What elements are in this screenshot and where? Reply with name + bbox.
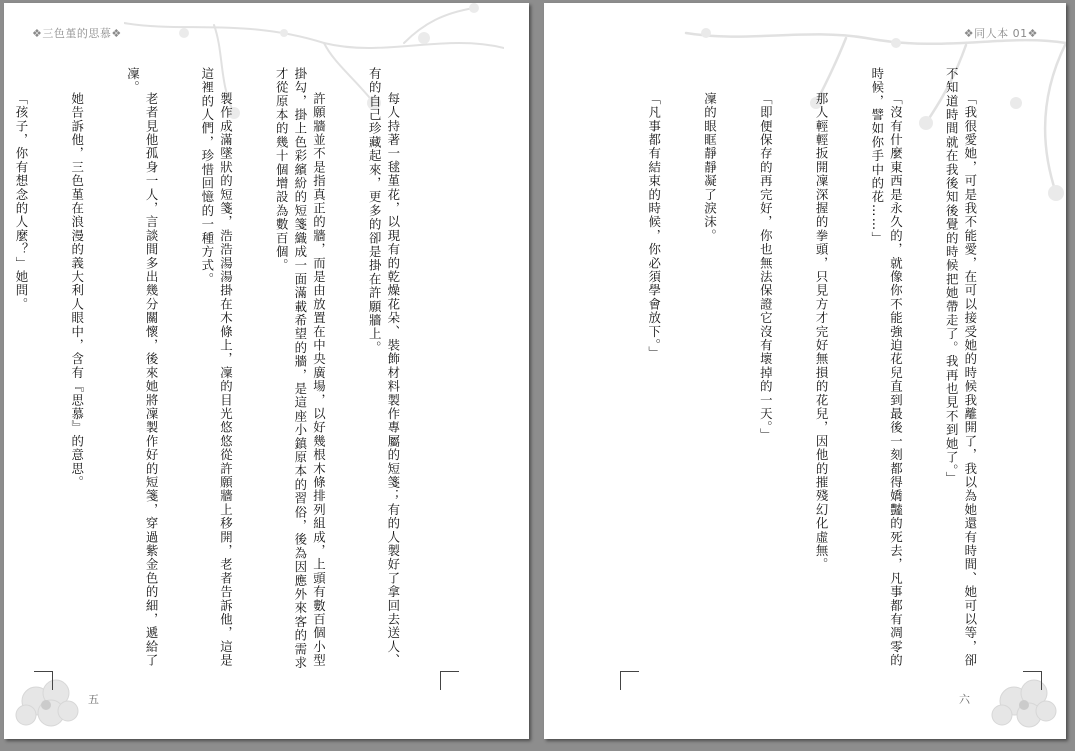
crop-mark <box>440 671 459 690</box>
crop-mark <box>34 671 53 690</box>
body-text <box>13 67 439 677</box>
paragraph: 每人持著一毬堇花，以現有的乾燥花朵、裝飾材料製作專屬的短箋；有的人製好了拿回去送人、有的自己珍藏起來，更多的卻是掛在許願牆上。 <box>367 67 401 668</box>
paragraph: 許願牆並不是指真正的牆，而是由放置在中央廣場，以好幾根木條排列組成，上頭有數百個小型掛勾，掛上色彩繽紛的短箋織成一面滿載希望的牆，是這座小鎮原本的習俗，後為因應外來客的需求才從原本的幾十個增設為數百個。 <box>274 67 327 670</box>
body-text <box>646 67 1016 677</box>
crop-mark <box>1023 671 1042 690</box>
page-number: 五 <box>88 693 99 706</box>
paragraph: 她告訴他，三色堇在浪漫的義大利人眼中，含有『思慕』的意思。 <box>69 91 85 490</box>
paragraph: 「即便保存的再完好，你也無法保證它沒有壞掉的一天。」 <box>758 91 774 442</box>
right-page <box>544 3 1066 739</box>
paragraph: 製作成滿墜狀的短箋，浩浩湯湯掛在木條上，凜的目光悠悠從許願牆上移開，老者告訴他，這是這裡的人們，珍惜回憶的一種方式。 <box>199 67 234 668</box>
flower-decoration <box>974 663 1064 733</box>
paragraph: 「孩子，你有想念的人麼？」她問。 <box>13 91 29 311</box>
page-number: 六 <box>959 693 970 706</box>
paragraph: 「我很愛她，可是我不能愛，在可以接受她的時候我離開了，我以為她還有時間、她可以等，卻不知道時間就在我後知後覺的時候把她帶走了。我再也見不到她了。」 <box>944 67 978 668</box>
paragraph: 「凡事都有結束的時候，你必須學會放下。」 <box>646 91 662 360</box>
paragraph: 那人輕輕扳開凜深握的拳頭，只見方才完好無損的花兒，因他的摧殘幻化虛無。 <box>814 91 830 572</box>
paragraph: 老者見他孤身一人，言談間多出幾分關懷，後來她將凜製作好的短箋，穿過紫金色的細，遞給了凜。 <box>125 67 160 668</box>
paragraph: 「沒有什麼東西是永久的，就像你不能強迫花兒直到最後一刻都得嬌豔的死去，凡事都有凋零的時候，譬如你手中的花……」 <box>869 67 904 668</box>
page-header: ❖同人本 01❖ <box>963 27 1038 40</box>
crop-mark <box>620 671 639 690</box>
left-page <box>4 3 529 739</box>
paragraph: 凜的眼眶靜靜凝了淚沫。 <box>702 91 718 243</box>
page-header: ❖三色堇的思慕❖ <box>32 27 122 40</box>
